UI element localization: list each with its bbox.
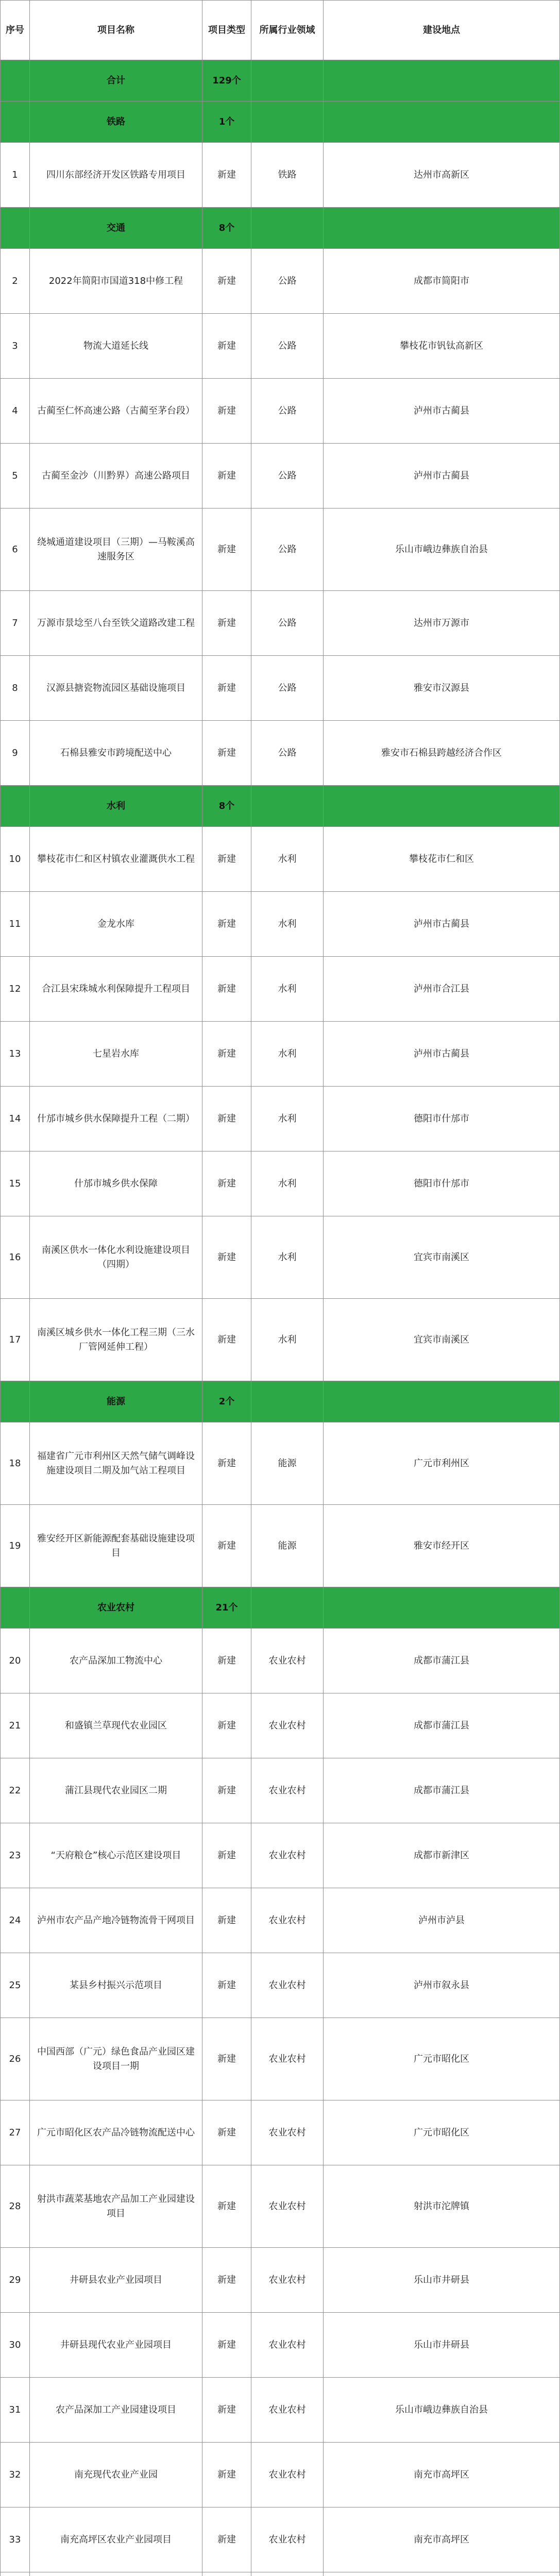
project-name: 雅安经开区新能源配套基础设施建设项目 xyxy=(30,1505,202,1587)
project-name: 南充高坪区农业产业园项目 xyxy=(30,2507,202,2572)
build-location: 宜宾市南溪区 xyxy=(324,1216,560,1298)
category-label: 水利 xyxy=(30,786,202,826)
project-type: 新建 xyxy=(202,379,251,443)
table-row xyxy=(0,591,560,656)
category-field xyxy=(251,208,324,248)
project-name: 物流大道延长线 xyxy=(30,314,202,378)
project-type: 新建 xyxy=(202,509,251,590)
table-row xyxy=(0,2507,560,2572)
industry-field: 农业农村 xyxy=(251,1888,324,1953)
total-location xyxy=(324,60,560,101)
project-type: 新建 xyxy=(202,591,251,655)
project-type: 新建 xyxy=(202,2100,251,2165)
project-name: 七星岩水库 xyxy=(30,1022,202,1086)
project-type: 新建 xyxy=(202,1022,251,1086)
project-name: 古蔺至金沙（川黔界）高速公路项目 xyxy=(30,444,202,508)
industry-field: 公路 xyxy=(251,591,324,655)
table-row xyxy=(0,2378,560,2443)
project-type: 新建 xyxy=(202,1216,251,1298)
row-number: 27 xyxy=(0,2100,30,2165)
table-row xyxy=(0,314,560,379)
build-location: 宜宾市南溪区 xyxy=(324,1299,560,1381)
category-label: 能源 xyxy=(30,1381,202,1422)
category-label: 农业农村 xyxy=(30,1587,202,1628)
build-location: 雅安市经开区 xyxy=(324,1505,560,1587)
project-name: 农产品深加工物流中心 xyxy=(30,1629,202,1693)
table-row xyxy=(0,379,560,444)
header-field: 所属行业领域 xyxy=(251,1,324,60)
project-name: 南溪区城乡供水一体化工程三期（三水厂管网延伸工程） xyxy=(30,1299,202,1381)
table-row xyxy=(0,2313,560,2378)
project-name: 古蔺至仁怀高速公路（古蔺至茅台段） xyxy=(30,379,202,443)
project-type: 新建 xyxy=(202,1888,251,1953)
project-type: 新建 xyxy=(202,1693,251,1758)
project-type: 新建 xyxy=(202,1087,251,1151)
industry-field: 农业农村 xyxy=(251,2313,324,2377)
build-location: 射洪市沱牌镇 xyxy=(324,2165,560,2247)
table-row xyxy=(0,143,560,208)
header-location: 建设地点 xyxy=(324,1,560,60)
build-location: 广元市昭化区 xyxy=(324,2018,560,2100)
project-type: 新建 xyxy=(202,2248,251,2312)
total-count: 129个 xyxy=(202,60,251,101)
industry-field: 农业农村 xyxy=(251,2507,324,2572)
build-location: 泸州市叙永县 xyxy=(324,1953,560,2018)
row-number: 6 xyxy=(0,509,30,590)
build-location: 泸州市古蔺县 xyxy=(324,379,560,443)
industry-field: 公路 xyxy=(251,249,324,313)
project-type: 新建 xyxy=(202,2165,251,2247)
build-location xyxy=(324,2572,560,2576)
project-type: 新建 xyxy=(202,249,251,313)
table-row xyxy=(0,957,560,1022)
row-number: 29 xyxy=(0,2248,30,2312)
row-number: 5 xyxy=(0,444,30,508)
table-row xyxy=(0,509,560,591)
project-name: 绕城通道建设项目（三期）—马鞍溪高速服务区 xyxy=(30,509,202,590)
total-no xyxy=(0,60,30,101)
table-row xyxy=(0,249,560,314)
table-row xyxy=(0,2100,560,2165)
row-number: 17 xyxy=(0,1299,30,1381)
table-row xyxy=(0,1299,560,1381)
row-number: 26 xyxy=(0,2018,30,2100)
industry-field: 水利 xyxy=(251,1022,324,1086)
table-row xyxy=(0,444,560,509)
industry-field: 水利 xyxy=(251,1151,324,1216)
build-location: 成都市新津区 xyxy=(324,1823,560,1888)
project-type: 新建 xyxy=(202,2378,251,2442)
project-type: 新建 xyxy=(202,1505,251,1587)
row-number: 2 xyxy=(0,249,30,313)
project-name: 攀枝花市仁和区村镇农业灌溉供水工程 xyxy=(30,827,202,891)
project-name: 射洪市蔬菜基地农产品加工产业园建设项目 xyxy=(30,2165,202,2247)
table-row xyxy=(0,656,560,721)
project-name: 金龙水库 xyxy=(30,892,202,956)
total-label: 合计 xyxy=(30,60,202,101)
table-row xyxy=(0,1693,560,1758)
industry-field: 公路 xyxy=(251,314,324,378)
row-number: 21 xyxy=(0,1693,30,1758)
industry-field: 公路 xyxy=(251,444,324,508)
industry-field: 水利 xyxy=(251,1299,324,1381)
project-name: 万源市景埝至八台至铁父道路改建工程 xyxy=(30,591,202,655)
category-no xyxy=(0,101,30,142)
industry-field: 公路 xyxy=(251,379,324,443)
table-row xyxy=(0,892,560,957)
build-location: 雅安市汉源县 xyxy=(324,656,560,720)
industry-field: 公路 xyxy=(251,656,324,720)
category-no xyxy=(0,1381,30,1422)
industry-field: 水利 xyxy=(251,827,324,891)
row-number: 20 xyxy=(0,1629,30,1693)
row-number: 8 xyxy=(0,656,30,720)
industry-field: 水利 xyxy=(251,1216,324,1298)
industry-field: 农业农村 xyxy=(251,2018,324,2100)
industry-field: 水利 xyxy=(251,1087,324,1151)
project-name: 井研县农业产业园项目 xyxy=(30,2248,202,2312)
table-row xyxy=(0,1629,560,1693)
row-number: 13 xyxy=(0,1022,30,1086)
row-number: 22 xyxy=(0,1758,30,1823)
table-row xyxy=(0,2248,560,2313)
table-row xyxy=(0,2443,560,2507)
project-type: 新建 xyxy=(202,2018,251,2100)
table-row xyxy=(0,1823,560,1888)
industry-field: 农业农村 xyxy=(251,2100,324,2165)
project-type: 新建 xyxy=(202,1823,251,1888)
build-location: 泸州市泸县 xyxy=(324,1888,560,1953)
project-name: 南溪区供水一体化水利设施建设项目（四期） xyxy=(30,1216,202,1298)
category-location xyxy=(324,1381,560,1422)
row-number: 15 xyxy=(0,1151,30,1216)
project-name: 广元市昭化区农产品冷链物流配送中心 xyxy=(30,2100,202,2165)
row-number: 11 xyxy=(0,892,30,956)
project-name: “天府粮仓”核心示范区建设项目 xyxy=(30,1823,202,1888)
table-row xyxy=(0,1087,560,1151)
project-type: 新建 xyxy=(202,656,251,720)
category-label: 铁路 xyxy=(30,101,202,142)
industry-field: 铁路 xyxy=(251,143,324,207)
row-number: 16 xyxy=(0,1216,30,1298)
category-field xyxy=(251,786,324,826)
project-name: 某县乡村振兴示范项目 xyxy=(30,1953,202,2018)
build-location: 乐山市峨边彝族自治县 xyxy=(324,2378,560,2442)
row-number: 18 xyxy=(0,1422,30,1504)
project-name: 什邡市城乡供水保障提升工程（二期） xyxy=(30,1087,202,1151)
table-row xyxy=(0,1888,560,1953)
project-type: 新建 xyxy=(202,1151,251,1216)
project-type: 新建 xyxy=(202,143,251,207)
row-number: 33 xyxy=(0,2507,30,2572)
industry-field: 农业农村 xyxy=(251,2443,324,2507)
project-name: 福建省广元市利州区天然气储气调峰设施建设项目二期及加气站工程项目 xyxy=(30,1422,202,1504)
category-no xyxy=(0,1587,30,1628)
project-name: 什邡市城乡供水保障 xyxy=(30,1151,202,1216)
category-no xyxy=(0,208,30,248)
industry-field: 农业农村 xyxy=(251,2248,324,2312)
project-name: 和盛镇兰草现代农业园区 xyxy=(30,1693,202,1758)
table-row xyxy=(0,1216,560,1299)
build-location: 广元市利州区 xyxy=(324,1422,560,1504)
category-count: 8个 xyxy=(202,786,251,826)
category-location xyxy=(324,786,560,826)
industry-field: 农业农村 xyxy=(251,1693,324,1758)
row-number: 25 xyxy=(0,1953,30,2018)
row-number: 31 xyxy=(0,2378,30,2442)
industry-field: 公路 xyxy=(251,509,324,590)
row-number: 28 xyxy=(0,2165,30,2247)
total-field xyxy=(251,60,324,101)
table-row xyxy=(0,721,560,786)
build-location: 泸州市合江县 xyxy=(324,957,560,1021)
table-row xyxy=(0,1758,560,1823)
build-location: 成都市简阳市 xyxy=(324,249,560,313)
project-type: 新建 xyxy=(202,827,251,891)
build-location: 达州市高新区 xyxy=(324,143,560,207)
project-name: 2022年简阳市国道318中修工程 xyxy=(30,249,202,313)
category-row xyxy=(0,1381,560,1422)
table-row xyxy=(0,827,560,892)
row-number: 1 xyxy=(0,143,30,207)
industry-field: 水利 xyxy=(251,957,324,1021)
build-location: 南充市高坪区 xyxy=(324,2443,560,2507)
project-type: 新建 xyxy=(202,2313,251,2377)
table-row xyxy=(0,2165,560,2248)
industry-field: 能源 xyxy=(251,1422,324,1504)
industry-field xyxy=(251,2572,324,2576)
project-type: 新建 xyxy=(202,2507,251,2572)
category-count: 21个 xyxy=(202,1587,251,1628)
project-name: 蒲江县现代农业园区二期 xyxy=(30,1758,202,1823)
header-name: 项目名称 xyxy=(30,1,202,60)
project-type: 新建 xyxy=(202,1953,251,2018)
row-number: 3 xyxy=(0,314,30,378)
project-name: 合江县宋珠城水利保障提升工程项目 xyxy=(30,957,202,1021)
category-field xyxy=(251,101,324,142)
project-name: 南充现代农业产业园 xyxy=(30,2443,202,2507)
category-no xyxy=(0,786,30,826)
project-type: 新建 xyxy=(202,1422,251,1504)
project-type: 新建 xyxy=(202,314,251,378)
row-number: 32 xyxy=(0,2443,30,2507)
header-no: 序号 xyxy=(0,1,30,60)
build-location: 攀枝花市仁和区 xyxy=(324,827,560,891)
industry-field: 农业农村 xyxy=(251,1953,324,2018)
build-location: 成都市蒲江县 xyxy=(324,1758,560,1823)
build-location: 泸州市古蔺县 xyxy=(324,892,560,956)
build-location: 乐山市峨边彝族自治县 xyxy=(324,509,560,590)
category-label: 交通 xyxy=(30,208,202,248)
category-row xyxy=(0,208,560,249)
build-location: 泸州市古蔺县 xyxy=(324,1022,560,1086)
header-type: 项目类型 xyxy=(202,1,251,60)
project-type: 新建 xyxy=(202,1299,251,1381)
build-location: 攀枝花市钒钛高新区 xyxy=(324,314,560,378)
table-row xyxy=(0,2572,560,2576)
category-count: 1个 xyxy=(202,101,251,142)
project-name xyxy=(30,2572,202,2576)
table-row xyxy=(0,1505,560,1587)
table-row xyxy=(0,1953,560,2018)
industry-field: 农业农村 xyxy=(251,2378,324,2442)
project-name: 农产品深加工产业园建设项目 xyxy=(30,2378,202,2442)
row-number: 30 xyxy=(0,2313,30,2377)
row-number: 10 xyxy=(0,827,30,891)
industry-field: 能源 xyxy=(251,1505,324,1587)
row-number: 4 xyxy=(0,379,30,443)
industry-field: 农业农村 xyxy=(251,1823,324,1888)
project-name: 四川东部经济开发区铁路专用项目 xyxy=(30,143,202,207)
build-location: 广元市昭化区 xyxy=(324,2100,560,2165)
category-count: 8个 xyxy=(202,208,251,248)
row-number: 9 xyxy=(0,721,30,785)
total-row xyxy=(0,60,560,101)
project-name: 泸州市农产品产地冷链物流骨干网项目 xyxy=(30,1888,202,1953)
build-location: 泸州市古蔺县 xyxy=(324,444,560,508)
project-name: 石棉县雅安市跨境配送中心 xyxy=(30,721,202,785)
table-row xyxy=(0,2018,560,2100)
project-type: 新建 xyxy=(202,957,251,1021)
row-number: 7 xyxy=(0,591,30,655)
category-row xyxy=(0,786,560,827)
build-location: 雅安市石棉县跨越经济合作区 xyxy=(324,721,560,785)
industry-field: 农业农村 xyxy=(251,1629,324,1693)
industry-field: 农业农村 xyxy=(251,2165,324,2247)
project-type: 新建 xyxy=(202,721,251,785)
build-location: 德阳市什邡市 xyxy=(324,1151,560,1216)
project-type xyxy=(202,2572,251,2576)
project-type: 新建 xyxy=(202,1758,251,1823)
build-location: 乐山市井研县 xyxy=(324,2248,560,2312)
project-type: 新建 xyxy=(202,1629,251,1693)
project-type: 新建 xyxy=(202,444,251,508)
project-name: 井研县现代农业产业园项目 xyxy=(30,2313,202,2377)
build-location: 成都市蒲江县 xyxy=(324,1693,560,1758)
industry-field: 水利 xyxy=(251,892,324,956)
table-row xyxy=(0,1151,560,1216)
build-location: 达州市万源市 xyxy=(324,591,560,655)
category-count: 2个 xyxy=(202,1381,251,1422)
build-location: 成都市蒲江县 xyxy=(324,1629,560,1693)
row-number: 14 xyxy=(0,1087,30,1151)
category-location xyxy=(324,101,560,142)
category-row xyxy=(0,1587,560,1629)
project-name: 中国西部（广元）绿色食品产业园区建设项目一期 xyxy=(30,2018,202,2100)
category-field xyxy=(251,1381,324,1422)
industry-field: 公路 xyxy=(251,721,324,785)
row-number: 19 xyxy=(0,1505,30,1587)
project-type: 新建 xyxy=(202,892,251,956)
category-location xyxy=(324,1587,560,1628)
row-number: 24 xyxy=(0,1888,30,1953)
project-name: 汉源县搪瓷物流园区基础设施项目 xyxy=(30,656,202,720)
project-type: 新建 xyxy=(202,2443,251,2507)
industry-field: 农业农村 xyxy=(251,1758,324,1823)
build-location: 乐山市井研县 xyxy=(324,2313,560,2377)
category-field xyxy=(251,1587,324,1628)
category-row xyxy=(0,101,560,143)
table-row xyxy=(0,1422,560,1505)
row-number: 12 xyxy=(0,957,30,1021)
table-header xyxy=(0,0,560,60)
build-location: 德阳市什邡市 xyxy=(324,1087,560,1151)
row-number xyxy=(0,2572,30,2576)
table-row xyxy=(0,1022,560,1087)
build-location: 南充市高坪区 xyxy=(324,2507,560,2572)
category-location xyxy=(324,208,560,248)
row-number: 23 xyxy=(0,1823,30,1888)
